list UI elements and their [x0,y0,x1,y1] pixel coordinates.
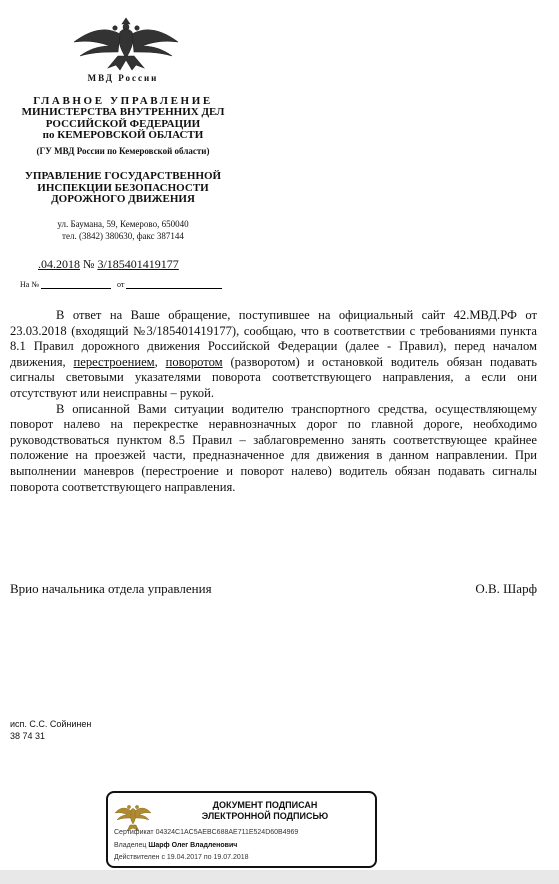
reply-to-line [20,280,222,289]
division-line: ИНСПЕКЦИИ БЕЗОПАСНОСТИ [37,181,209,194]
letter-body [10,308,537,495]
address: ул. Бауманa, 59, Кемерово, 650040 [57,219,189,229]
owner-name: Шарф Олег Владленович [148,842,238,849]
ministry-label: МВД России [87,73,159,83]
signatory-name: О.В. Шарф [475,581,537,596]
stamp-title-line-1: ДОКУМЕНТ ПОДПИСАН [212,800,318,810]
paragraph-text: (разворотом) и остановкой водитель обязан подавать сигналы световыми указателями поворота соответствующего направления, а если они отсутствуют или неисправны – рукой. [10,354,538,400]
underlined-term: поворотом [165,354,223,369]
registration-number [38,257,179,272]
executor-info [10,718,91,742]
main-department-line: по КЕМЕРОВСКОЙ ОБЛАСТИ [42,129,204,141]
underlined-term: перестроением [73,354,155,369]
stamp-title-line-2: ЭЛЕКТРОННОЙ ПОДПИСЬЮ [201,811,329,821]
paragraph-1 [10,308,537,402]
eagle-emblem-icon [70,12,182,72]
executor-name: исп. С.С. Сойнинен [10,719,92,729]
registration-date: .04.2018 [38,257,80,271]
division-line: ДОРОЖНОГО ДВИЖЕНИЯ [51,193,195,205]
owner-label: Владелец [114,842,147,849]
paragraph-text: В ответ на Ваше обращение, поступившее на официальный сайт 42.МВД.РФ от 23.03.2018 (входящий №3/185401419177), сообщаю, что в соответствии с требованиями пункта 8.1 Правил дорожного движения Российской Федерации (далее - Правил), перед началом движения, [10,308,537,369]
gold-eagle-icon [114,799,152,833]
signatory-position: Врио начальника отдела управления [10,581,212,596]
division-line: УПРАВЛЕНИЕ ГОСУДАРСТВЕННОЙ [24,170,222,182]
main-department-line: РОССИЙСКОЙ ФЕДЕРАЦИИ [45,117,201,130]
electronic-signature-stamp [106,791,377,868]
department-short-name: (ГУ МВД России по Кемеровской области) [36,146,210,156]
page-bottom-strip [0,870,559,884]
reply-to-blank [41,288,111,289]
reply-to-label: На № [20,280,39,289]
registration-number-value: 3/185401419177 [97,257,179,271]
executor-phone: 38 74 31 [10,731,46,741]
main-department: ГЛАВНОЕ УПРАВЛЕНИЕ [33,95,213,107]
from-blank [126,288,222,289]
phones: тел. (3842) 380630, факс 387144 [62,231,184,241]
from-label: от [116,280,125,289]
paragraph-text: , [154,354,166,369]
certificate-validity: Действителен с 19.04.2017 по 19.07.2018 [114,854,249,861]
division-name [0,171,246,206]
stamp-title [160,800,370,822]
certificate-number: Сертификат 04324C1AC5AEBC688AE711E524D60B4969 [114,829,299,836]
main-department-line: МИНИСТЕРСТВА ВНУТРЕННИХ ДЕЛ [21,106,225,118]
number-sign: № [83,257,95,271]
main-department-lines [0,107,246,142]
certificate-owner [114,842,237,849]
paragraph-2: В описанной Вами ситуации водителю транспортного средства, осуществляющему поворот налево на перекрестке неравнозначных дорог по главной дороге, необходимо руководствоваться пунктом 8.5 Правил – заблаговременно занять соответствующее крайнее положение на проезжей части, предназначенное для движения в данном направлении. При выполнении маневров (перестроение и поворот налево) водитель обязан подавать сигналы поворота соответствующего направления. [10,401,537,494]
